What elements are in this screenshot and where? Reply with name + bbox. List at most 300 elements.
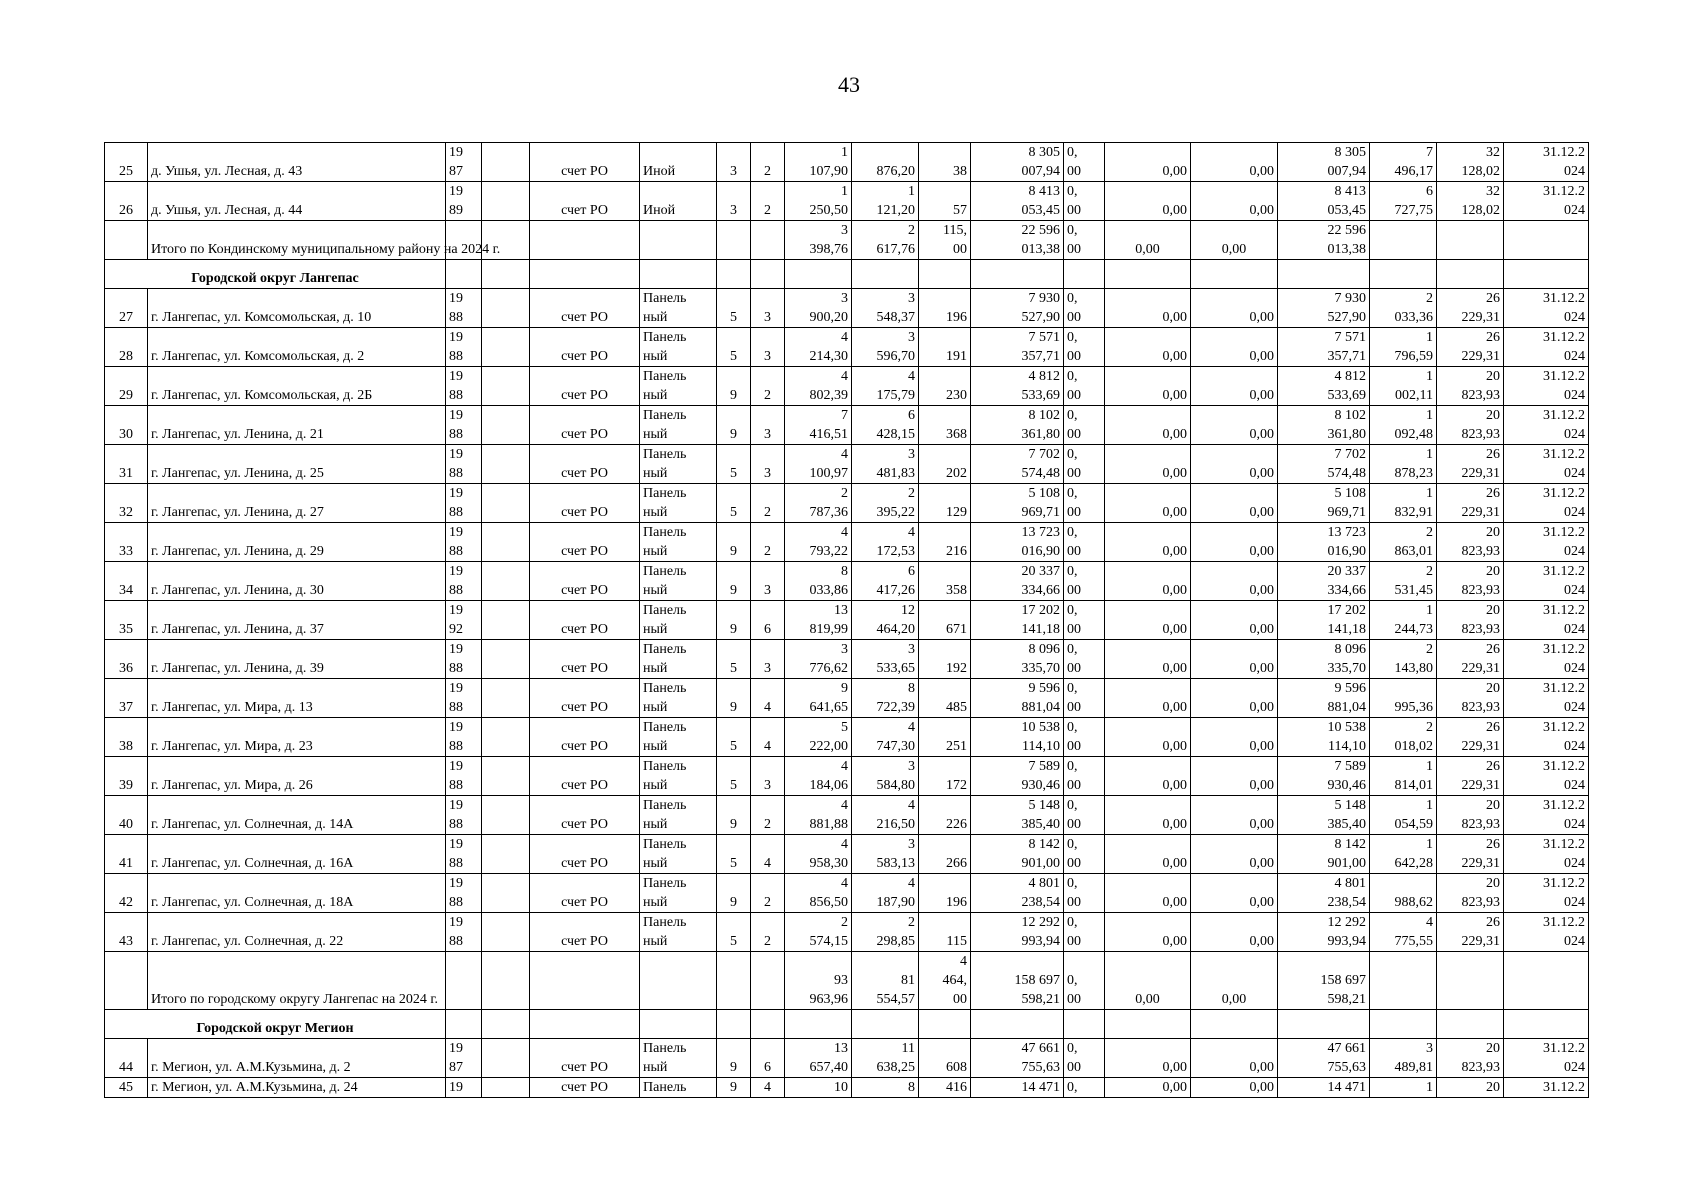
cell-line: 216,50 <box>876 817 915 832</box>
cell-entrances: 6 <box>751 601 785 640</box>
cell-c3: 0,00 <box>1191 640 1278 679</box>
cell-area-living <box>852 1010 919 1039</box>
cell-line: 963,96 <box>809 992 848 1007</box>
cell-address: г. Лангепас, ул. Комсомольская, д. 10 <box>148 289 446 328</box>
cell-line: Панель <box>643 759 687 774</box>
cell-line: Панель <box>643 681 687 696</box>
cell-line: 26 <box>1486 759 1500 774</box>
cell-line: 776,62 <box>809 661 848 676</box>
cell-floors: 9 <box>717 406 751 445</box>
cell-c1 <box>1064 143 1105 182</box>
cell-line: 214,30 <box>809 349 848 364</box>
table-row <box>105 445 1589 484</box>
cell-line: 018,02 <box>1394 739 1433 754</box>
cell-floors <box>717 952 751 1010</box>
cell-line: 024 <box>1564 427 1585 442</box>
cell-area-total <box>785 328 852 367</box>
cell-line: 158 697 <box>1320 973 1366 988</box>
cell-line: 8 096 <box>1028 642 1060 657</box>
cell-line: 796,59 <box>1394 349 1433 364</box>
subtotal-label: Итого по городскому округу Лангепас на 2024 г. <box>148 952 446 1010</box>
table-row <box>105 640 1589 679</box>
cell-line: 00 <box>1067 856 1081 871</box>
cell-c2: 0,00 <box>1105 913 1191 952</box>
cell-date: 31.12.2 <box>1504 1078 1589 1098</box>
cell-line: 88 <box>449 310 463 325</box>
cell-cost <box>971 523 1064 562</box>
cell-line: 1 <box>1426 408 1433 423</box>
cell-c4 <box>1278 484 1370 523</box>
cell-line: ный <box>643 856 668 871</box>
cell-line: 0, <box>1067 798 1078 813</box>
cell-line: Панель <box>643 720 687 735</box>
cell-line: 00 <box>1067 164 1081 179</box>
cell-fund: счет РО <box>530 1039 640 1078</box>
cell-floors: 3 <box>717 182 751 221</box>
cell-material <box>640 484 717 523</box>
cell-line: 88 <box>449 388 463 403</box>
cell-line: 024 <box>1564 856 1585 871</box>
cell-line: 4 <box>841 525 848 540</box>
cell-c3: 0,00 <box>1191 835 1278 874</box>
cell-line: 8 <box>841 564 848 579</box>
table-row <box>105 679 1589 718</box>
cell-line: 3 <box>1426 1041 1433 1056</box>
cell-line: 1 <box>1426 759 1433 774</box>
cell-cost <box>971 143 1064 182</box>
cell-date <box>1504 679 1589 718</box>
cell-c4 <box>1278 260 1370 289</box>
cell-cost <box>971 1039 1064 1078</box>
cell-fund: счет РО <box>530 562 640 601</box>
cell-line: 31.12.2 <box>1543 642 1585 657</box>
table-row <box>105 289 1589 328</box>
cell-area-living <box>852 221 919 260</box>
cell-line: 19 <box>449 603 463 618</box>
cell-limit <box>1437 835 1504 874</box>
cell-limit <box>1437 182 1504 221</box>
cell-address: г. Лангепас, ул. Ленина, д. 27 <box>148 484 446 523</box>
cell-floors: 9 <box>717 796 751 835</box>
cell-area-total <box>785 913 852 952</box>
cell-residents <box>919 367 971 406</box>
cell-area-living <box>852 1039 919 1078</box>
cell-c1 <box>1064 874 1105 913</box>
table-row <box>105 484 1589 523</box>
cell-unit <box>1370 640 1437 679</box>
cell-line: 00 <box>1067 388 1081 403</box>
cell-line: 002,11 <box>1395 388 1433 403</box>
cell-line: 00 <box>1067 934 1081 949</box>
cell-unit <box>1370 445 1437 484</box>
cell-floors <box>717 1010 751 1039</box>
cell-line: ный <box>643 466 668 481</box>
cell-c1 <box>1064 835 1105 874</box>
cell-line: 19 <box>449 291 463 306</box>
cell-year <box>446 835 482 874</box>
table-row <box>105 757 1589 796</box>
cell-line: 1 <box>908 184 915 199</box>
cell-fund: счет РО <box>530 640 640 679</box>
cell-line: 496,17 <box>1394 164 1433 179</box>
cell-area-total <box>785 718 852 757</box>
cell-line: 26 <box>1486 447 1500 462</box>
cell-line: 13 723 <box>1327 525 1366 540</box>
cell-blank <box>482 328 530 367</box>
cell-line: 5 148 <box>1334 798 1366 813</box>
cell-address: г. Лангепас, ул. Комсомольская, д. 2Б <box>148 367 446 406</box>
cell-line: 3 <box>908 330 915 345</box>
cell-line: 13 <box>834 603 848 618</box>
cell-c4 <box>1278 143 1370 182</box>
cell-line: 141,18 <box>1021 622 1060 637</box>
cell-year <box>446 913 482 952</box>
cell-line: 7 589 <box>1334 759 1366 774</box>
cell-entrances: 2 <box>751 913 785 952</box>
cell-year <box>446 523 482 562</box>
cell-line: 863,01 <box>1394 544 1433 559</box>
cell-line: 31.12.2 <box>1543 915 1585 930</box>
cell-line: 4 <box>841 330 848 345</box>
cell-line: 172 <box>946 778 967 793</box>
cell-address: г. Лангепас, ул. Мира, д. 13 <box>148 679 446 718</box>
cell-line: 230 <box>946 388 967 403</box>
cell-year <box>446 182 482 221</box>
cell-limit <box>1437 484 1504 523</box>
cell-line: 856,50 <box>809 895 848 910</box>
cell-line: 024 <box>1564 700 1585 715</box>
cell-blank <box>482 874 530 913</box>
cell-line: 88 <box>449 505 463 520</box>
cell-line: 00 <box>1067 661 1081 676</box>
cell-address: г. Мегион, ул. А.М.Кузьмина, д. 24 <box>148 1078 446 1098</box>
cell-no: 33 <box>105 523 148 562</box>
cell-line: 8 102 <box>1028 408 1060 423</box>
cell-line: 024 <box>1564 388 1585 403</box>
cell-line: 024 <box>1564 661 1585 676</box>
cell-no: 31 <box>105 445 148 484</box>
cell-limit <box>1437 1039 1504 1078</box>
cell-line: 823,93 <box>1461 544 1500 559</box>
cell-area-total <box>785 835 852 874</box>
cell-line: 0, <box>1067 184 1078 199</box>
cell-date <box>1504 289 1589 328</box>
cell-line: 229,31 <box>1461 466 1500 481</box>
cell-area-total <box>785 1010 852 1039</box>
cell-limit <box>1437 601 1504 640</box>
cell-line: 1 <box>841 145 848 160</box>
cell-line: 0, <box>1067 759 1078 774</box>
cell-line: 024 <box>1564 505 1585 520</box>
cell-date <box>1504 367 1589 406</box>
cell-fund <box>530 221 640 260</box>
cell-area-living <box>852 260 919 289</box>
cell-fund: счет РО <box>530 289 640 328</box>
cell-line: 88 <box>449 466 463 481</box>
cell-c1 <box>1064 523 1105 562</box>
cell-line: 20 <box>1486 603 1500 618</box>
cell-year <box>446 718 482 757</box>
cell-line: 00 <box>1067 466 1081 481</box>
cell-line: 31.12.2 <box>1543 184 1585 199</box>
cell-line: 1 <box>1426 330 1433 345</box>
cell-c4 <box>1278 523 1370 562</box>
cell-line: ный <box>643 310 668 325</box>
cell-line: 19 <box>449 564 463 579</box>
table-row <box>105 913 1589 952</box>
cell-year <box>446 289 482 328</box>
cell-line: 143,80 <box>1394 661 1433 676</box>
cell-line: Панель <box>643 330 687 345</box>
cell-line: 20 <box>1486 564 1500 579</box>
cell-line: 3 <box>908 642 915 657</box>
cell-area-total <box>785 523 852 562</box>
cell-line: 722,39 <box>876 700 915 715</box>
cell-line: 19 <box>449 759 463 774</box>
cell-line: 969,71 <box>1327 505 1366 520</box>
cell-line: 6 <box>1426 184 1433 199</box>
cell-date <box>1504 913 1589 952</box>
cell-line: 19 <box>449 720 463 735</box>
cell-c1 <box>1064 562 1105 601</box>
cell-address: д. Ушья, ул. Лесная, д. 43 <box>148 143 446 182</box>
cell-line: 38 <box>953 164 967 179</box>
cell-line: 4 <box>841 447 848 462</box>
cell-line: ный <box>643 700 668 715</box>
cell-c2: 0,00 <box>1105 289 1191 328</box>
cell-blank <box>482 182 530 221</box>
cell-unit <box>1370 913 1437 952</box>
cell-line: ный <box>643 817 668 832</box>
cell-line: 244,73 <box>1394 622 1433 637</box>
cell-line: 489,81 <box>1394 1060 1433 1075</box>
cell-c1: 0, <box>1064 1078 1105 1098</box>
cell-line: 172,53 <box>876 544 915 559</box>
cell-line: 988,62 <box>1394 895 1433 910</box>
cell-line: 485 <box>946 700 967 715</box>
cell-area-total <box>785 640 852 679</box>
cell-line: 0, <box>1067 291 1078 306</box>
cell-area-living <box>852 182 919 221</box>
cell-line: 31.12.2 <box>1543 603 1585 618</box>
section-title: Городской округ Мегион <box>105 1010 446 1039</box>
cell-line: 22 596 <box>1021 223 1060 238</box>
cell-line: 31.12.2 <box>1543 1041 1585 1056</box>
cell-line: 141,18 <box>1327 622 1366 637</box>
cell-area-total <box>785 445 852 484</box>
cell-line: 8 413 <box>1028 184 1060 199</box>
cell-no: 27 <box>105 289 148 328</box>
cell-line: 0, <box>1067 915 1078 930</box>
cell-line: 4 <box>908 369 915 384</box>
cell-line: 31.12.2 <box>1543 486 1585 501</box>
cell-c2: 0,00 <box>1105 445 1191 484</box>
cell-line: 00 <box>1067 700 1081 715</box>
cell-no: 37 <box>105 679 148 718</box>
cell-unit: 1 <box>1370 1078 1437 1098</box>
cell-line: 00 <box>1067 1060 1081 1075</box>
cell-line: 533,69 <box>1327 388 1366 403</box>
cell-line: 19 <box>449 408 463 423</box>
cell-fund: счет РО <box>530 796 640 835</box>
cell-c3: 0,00 <box>1191 182 1278 221</box>
cell-floors: 5 <box>717 718 751 757</box>
cell-blank <box>482 757 530 796</box>
cell-line: 3 <box>841 291 848 306</box>
cell-date <box>1504 1010 1589 1039</box>
cell-blank <box>482 484 530 523</box>
cell-line: 016,90 <box>1327 544 1366 559</box>
cell-date <box>1504 757 1589 796</box>
cell-unit <box>1370 523 1437 562</box>
cell-line: 19 <box>449 330 463 345</box>
cell-c2: 0,00 <box>1105 143 1191 182</box>
cell-residents <box>919 718 971 757</box>
cell-entrances: 3 <box>751 640 785 679</box>
cell-blank <box>482 523 530 562</box>
cell-area-living: 8 <box>852 1078 919 1098</box>
cell-line: 187,90 <box>876 895 915 910</box>
cell-unit <box>1370 835 1437 874</box>
cell-line: 4 <box>841 837 848 852</box>
cell-area-total <box>785 562 852 601</box>
cell-date <box>1504 221 1589 260</box>
cell-address: г. Лангепас, ул. Солнечная, д. 22 <box>148 913 446 952</box>
cell-entrances <box>751 952 785 1010</box>
cell-c1 <box>1064 718 1105 757</box>
cell-line: 596,70 <box>876 349 915 364</box>
cell-floors: 5 <box>717 328 751 367</box>
cell-line: 00 <box>953 242 967 257</box>
cell-line: 20 <box>1486 876 1500 891</box>
cell-line: 184,06 <box>809 778 848 793</box>
cell-year: 19 <box>446 1078 482 1098</box>
cell-line: 574,15 <box>809 934 848 949</box>
cell-line: ный <box>643 349 668 364</box>
cell-c2: 0,00 <box>1105 796 1191 835</box>
cell-line: 4 <box>908 720 915 735</box>
cell-line: 007,94 <box>1021 164 1060 179</box>
cell-line: 900,20 <box>809 310 848 325</box>
cell-entrances: 6 <box>751 1039 785 1078</box>
cell-area-total <box>785 757 852 796</box>
cell-address: г. Лангепас, ул. Ленина, д. 30 <box>148 562 446 601</box>
cell-line: 121,20 <box>876 203 915 218</box>
cell-line: 12 <box>901 603 915 618</box>
cell-no: 36 <box>105 640 148 679</box>
cell-line: 823,93 <box>1461 1060 1500 1075</box>
cell-line: 823,93 <box>1461 817 1500 832</box>
cell-area-living <box>852 484 919 523</box>
cell-line: 533,69 <box>1021 388 1060 403</box>
cell-no: 41 <box>105 835 148 874</box>
cell-year <box>446 484 482 523</box>
cell-limit <box>1437 221 1504 260</box>
cell-line: 727,75 <box>1394 203 1433 218</box>
cell-line: 57 <box>953 203 967 218</box>
cell-line: 4 <box>908 876 915 891</box>
cell-line: 876,20 <box>876 164 915 179</box>
cell-no: 43 <box>105 913 148 952</box>
cell-residents <box>919 143 971 182</box>
cell-c3: 0,00 <box>1191 406 1278 445</box>
cell-floors: 9 <box>717 523 751 562</box>
cell-fund: счет РО <box>530 913 640 952</box>
cell-no: 34 <box>105 562 148 601</box>
cell-area-total <box>785 221 852 260</box>
cell-line: 89 <box>449 203 463 218</box>
cell-line: 8 102 <box>1334 408 1366 423</box>
cell-line: 0, <box>1067 603 1078 618</box>
cell-line: 024 <box>1564 544 1585 559</box>
cell-material <box>640 835 717 874</box>
cell-cost <box>971 718 1064 757</box>
cell-area-total: 10 <box>785 1078 852 1098</box>
cell-area-living <box>852 874 919 913</box>
cell-line: 334,66 <box>1021 583 1060 598</box>
cell-fund: счет РО <box>530 523 640 562</box>
cell-address: д. Ушья, ул. Лесная, д. 44 <box>148 182 446 221</box>
cell-line: 832,91 <box>1394 505 1433 520</box>
cell-line: 1 <box>1426 447 1433 462</box>
cell-area-total <box>785 601 852 640</box>
cell-unit <box>1370 260 1437 289</box>
table-row <box>105 143 1589 182</box>
cell-line: 47 661 <box>1327 1041 1366 1056</box>
cell-line: 0, <box>1067 837 1078 852</box>
table-row <box>105 835 1589 874</box>
cell-line: 202 <box>946 466 967 481</box>
cell-entrances <box>751 260 785 289</box>
cell-line: 361,80 <box>1327 427 1366 442</box>
cell-line: 10 538 <box>1327 720 1366 735</box>
subtotal-row <box>105 952 1589 1010</box>
cell-unit <box>1370 221 1437 260</box>
cell-line: 053,45 <box>1327 203 1366 218</box>
cell-year <box>446 367 482 406</box>
cell-line: 0, <box>1067 642 1078 657</box>
cell-line: 2 <box>1426 291 1433 306</box>
cell-entrances: 2 <box>751 796 785 835</box>
cell-line: 024 <box>1564 203 1585 218</box>
cell-entrances <box>751 1010 785 1039</box>
cell-line: 88 <box>449 817 463 832</box>
cell-blank <box>482 1010 530 1039</box>
cell-date <box>1504 601 1589 640</box>
cell-line: ный <box>643 427 668 442</box>
cell-residents <box>919 757 971 796</box>
cell-no: 30 <box>105 406 148 445</box>
cell-line: 4 <box>960 954 967 969</box>
cell-blank <box>482 445 530 484</box>
cell-floors: 5 <box>717 484 751 523</box>
cell-line: 024 <box>1564 622 1585 637</box>
cell-material: Панель <box>640 1078 717 1098</box>
cell-line: 024 <box>1564 310 1585 325</box>
cell-line: 598,21 <box>1327 992 1366 1007</box>
cell-unit <box>1370 328 1437 367</box>
table-row <box>105 562 1589 601</box>
cell-no: 26 <box>105 182 148 221</box>
cell-line: 958,30 <box>809 856 848 871</box>
cell-limit <box>1437 1010 1504 1039</box>
cell-line: 013,38 <box>1021 242 1060 257</box>
cell-year <box>446 562 482 601</box>
cell-line: 114,10 <box>1328 739 1366 754</box>
cell-line: ный <box>643 934 668 949</box>
cell-no: 45 <box>105 1078 148 1098</box>
table-row <box>105 523 1589 562</box>
